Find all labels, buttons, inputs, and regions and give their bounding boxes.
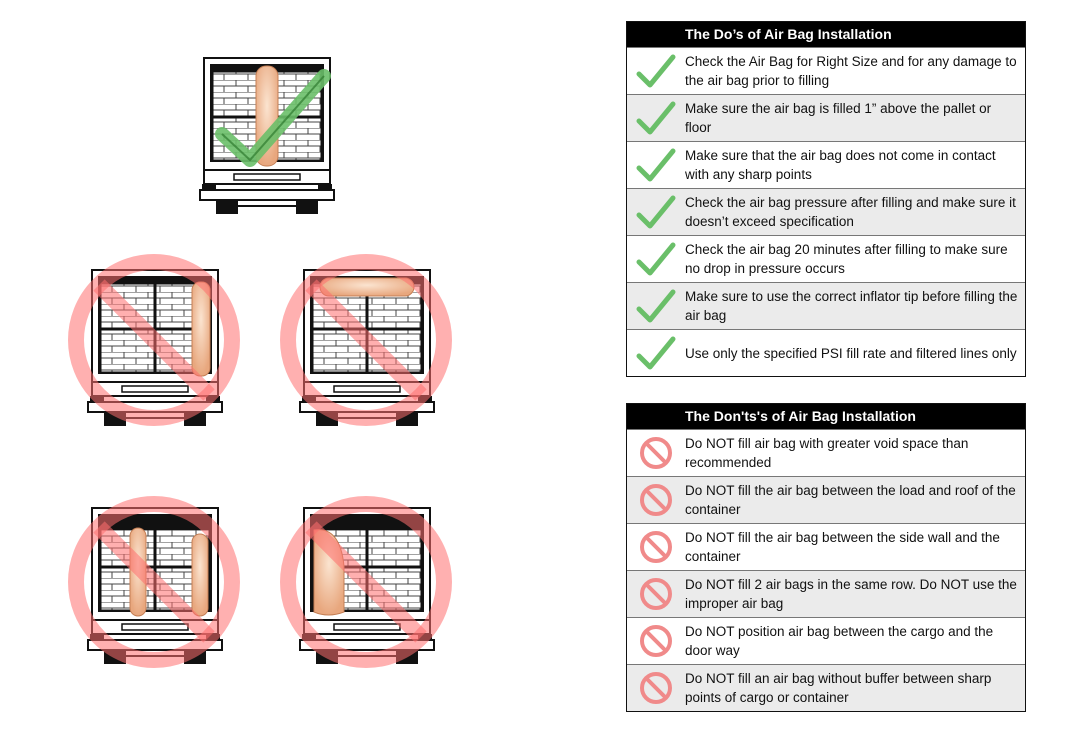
check-icon: [636, 148, 676, 182]
dont-item-text: Do NOT position air bag between the cargo and the door way: [685, 624, 994, 658]
check-icon: [636, 54, 676, 88]
dont-item: [627, 429, 1025, 476]
prohibited-icon: [639, 671, 673, 705]
do-item: [627, 329, 1025, 376]
do-item: [627, 47, 1025, 94]
dont-item: [627, 523, 1025, 570]
prohibited-icon: [639, 624, 673, 658]
do-item: [627, 188, 1025, 235]
dont-item: [627, 570, 1025, 617]
check-icon: [636, 195, 676, 229]
do-item-text: Check the air bag 20 minutes after filling to make sure no drop in pressure occurs: [685, 242, 1008, 276]
do-item: [627, 94, 1025, 141]
prohibited-icon: [639, 577, 673, 611]
dont-item: [627, 664, 1025, 711]
prohibited-icon: [639, 436, 673, 470]
check-icon: [636, 336, 676, 370]
illustration-side-wall: [76, 262, 232, 426]
dont-item: [627, 617, 1025, 664]
do-item-text: Make sure to use the correct inflator tip before filling the air bag: [685, 289, 1018, 323]
dos-title: The Do’s of Air Bag Installation: [627, 22, 1025, 47]
do-item-text: Make sure the air bag is filled 1” above the pallet or floor: [685, 101, 992, 135]
dont-item-text: Do NOT fill the air bag between the load and roof of the container: [685, 483, 1016, 517]
check-icon: [636, 289, 676, 323]
dont-item-text: Do NOT fill the air bag between the side wall and the container: [685, 530, 1000, 564]
check-icon: [636, 242, 676, 276]
do-item-text: Make sure that the air bag does not come in contact with any sharp points: [685, 148, 996, 182]
prohibited-icon: [639, 530, 673, 564]
illustration-roof: [288, 262, 444, 426]
do-item-text: Use only the specified PSI fill rate and filtered lines only: [685, 345, 1017, 361]
illustration-two-bags: [76, 504, 232, 664]
do-item: [627, 141, 1025, 188]
check-icon: [636, 101, 676, 135]
prohibited-icon: [639, 483, 673, 517]
do-item: [627, 235, 1025, 282]
dont-item: [627, 476, 1025, 523]
dont-item-text: Do NOT fill 2 air bags in the same row. Do NOT use the improper air bag: [685, 577, 1017, 611]
donts-title: The Don'ts's of Air Bag Installation: [627, 404, 1025, 429]
dos-panel: [626, 21, 1026, 377]
do-item-text: Check the air bag pressure after filling and make sure it doesn’t exceed specification: [685, 195, 1016, 229]
dont-item-text: Do NOT fill an air bag without buffer between sharp points of cargo or container: [685, 671, 992, 705]
do-item-text: Check the Air Bag for Right Size and for any damage to the air bag prior to filling: [685, 54, 1017, 88]
donts-panel: [626, 403, 1026, 712]
dont-item-text: Do NOT fill air bag with greater void space than recommended: [685, 436, 969, 470]
illustration-correct: [200, 58, 334, 214]
do-item: [627, 282, 1025, 329]
illustration-door-way: [288, 504, 444, 664]
